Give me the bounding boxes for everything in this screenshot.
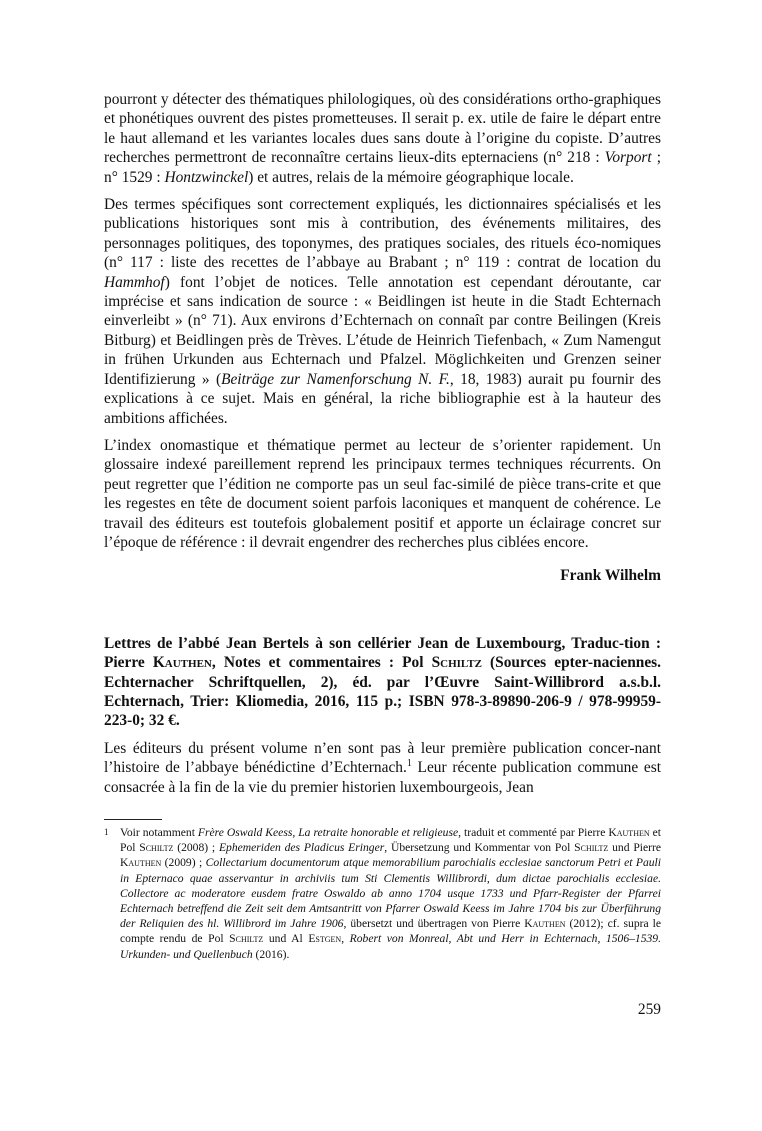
text-span: , übersetzt und übertragen von Pierre [343,917,525,931]
small-caps-name: Schiltz [229,932,264,946]
text-span: (Sources epter-naciennes. Echternacher Schriftquellen, 2), éd. par l’Œuvre Saint-Willibrord a.s.b.l. Echternach, Trier: Kliomedia, 2016, 115 p.; ISBN 978-3-89890-206-9 / 978-99959-223-0; 32 €. [104,654,661,730]
small-caps-name: Schiltz [574,841,609,855]
review-heading [104,634,661,731]
text-span: Leur récente publication commune est consacrée à la fin de la vie du premier historien luxembourgeois, Jean [104,759,661,796]
text-span: ; n° 1529 : [104,149,661,186]
italic-span: Vorport [604,149,652,167]
text-span: (2012); cf. supra le compte rendu de Pol [120,917,662,946]
text-span: (2008) ; [173,841,219,855]
text-span: L’index onomastique et thématique permet au lecteur de s’orienter rapidement. Un glossaire indexé pareillement reprend les principaux termes techniques récurrents. On peut regretter que l’édition ne comporte pas un seul fac-similé de pièce trans-crite et que les regestes en tête de document soient parfois laconiques et manquent de cohérence. Le travail des éditeurs est toutefois globalement positif et apporte un éclairage concret sur l’époque de référence : il devrait engendrer des recherches plus ciblées encore. [104,436,661,551]
text-span: Des termes spécifiques sont correctement expliqués, les dictionnaires spécialisés et les publications historiques sont mis à contribution, des événements militaires, des personnages politiques, des toponymes, des pratiques sociales, des rituels éco-nomiques (n° 117 : liste des recettes de l’abbaye au Brabant ; n° 119 : contrat de location du [104,196,661,272]
text-span: ) font l’objet de notices. Telle annotation est cependant déroutante, car imprécise et sans indication de source : « Beidlingen ist heute in die Stadt Echternach einverleibt » (n° 71). Aux environs d’Echternach on connaît par contre Beilingen (Kreis Bitburg) et Beidlingen près de Trèves. L’étude de Heinrich Tiefenbach, « Zum Namengut in frühen Urkunden aus Echternach und Pfalzel. Möglichkeiten und Grenzen seiner Identifizierung » ( [104,273,661,388]
footnote [104,825,661,962]
footnote-ref: 1 [406,758,412,770]
text-span: , [341,932,350,946]
review-signature: Frank Wilhelm [560,567,661,585]
small-caps-name: Kauthen [608,826,650,839]
small-caps-name: Schiltz [139,841,174,855]
body-paragraph [104,195,661,428]
page-body [104,90,661,805]
small-caps-name: Kauthen [152,654,212,672]
small-caps-name: Estgen [308,932,342,946]
text-span: Voir notamment [120,826,198,839]
text-span: und Pierre [608,841,661,855]
italic-span: Robert von Monreal, Abt und Herr in Echternach, 1506–1539. Urkunden- und Quellenbuch [120,932,662,961]
text-span: und Al [263,932,309,946]
text-span: , Übersetzung und Kommentar von Pol [384,841,575,855]
small-caps-name: Kauthen [120,856,162,870]
small-caps-name: Schiltz [431,654,482,672]
italic-span: Frère Oswald Keess, La retraite honorable et religieuse [197,826,459,839]
italic-span: Hontzwinckel [164,168,249,186]
footnote-text [120,825,661,962]
text-span: , 18, 1983) aurait pu fournir des explications à ce sujet. Mais en général, la riche bibliographie est à la hauteur des ambitions affichées. [104,370,661,427]
text-span: , traduit et commenté par Pierre [458,826,609,839]
text-span: pourront y détecter des thématiques philologiques, où des considérations ortho-graphiques et phonétiques ouvrent des pistes prometteuses. Il serait p. ex. utile de faire le départ entre le haut allemand et les variantes locales dues sans doute à l’origine du copiste. D’autres recherches permettront de reconnaître certains lieux-dits epternaciens (n° 218 : [104,91,661,167]
text-span: , Notes et commentaires : Pol [211,654,432,672]
small-caps-name: Kauthen [524,917,566,931]
text-span: Lettres de l’abbé Jean Bertels à son cellérier Jean de Luxembourg, Traduc-tion : Pierre [104,634,661,672]
text-span: (2009) ; [161,856,206,870]
body-paragraph [104,436,661,552]
italic-span: Ephemeriden des Pladicus Eringer [218,841,385,855]
italic-span: Hammhof [104,273,165,291]
text-span: Les éditeurs du présent volume n’en sont pas à leur première publication concer-nant l’histoire de l’abbaye bénédictine d’Echternach. [104,739,661,777]
text-span: ) et autres, relais de la mémoire géographique locale. [248,168,574,186]
review-paragraph [104,739,661,797]
italic-span: Beiträge zur Namenforschung N. F. [221,370,450,388]
italic-span: Collectarium documentorum atque memorabilium parochialis ecclesiae sanctorum Petri et Pauli in Epternaco quae asservantur in archiviis tum Sti Clementis Willibrordi, dum dictae parochialis ecclesiae. Collectore ac moderatore eusdem fratre Oswaldo ab anno 1704 usque 1733 und Pfarr-Register der Pfarrei Echternach betreffend die Zeit seit dem Amtsantritt von Pfarrer Oswald Keess im Jahre 1704 bis zur Überführung der Reliquien des hl. Willibrord im Jahre 1906 [120,856,661,931]
footnote-rule [104,819,162,820]
text-span: et Pol [120,826,661,855]
footnote-number: 1 [104,827,109,837]
page-number: 259 [637,1001,661,1018]
body-paragraph [104,90,661,187]
text-span: (2016). [252,947,290,961]
